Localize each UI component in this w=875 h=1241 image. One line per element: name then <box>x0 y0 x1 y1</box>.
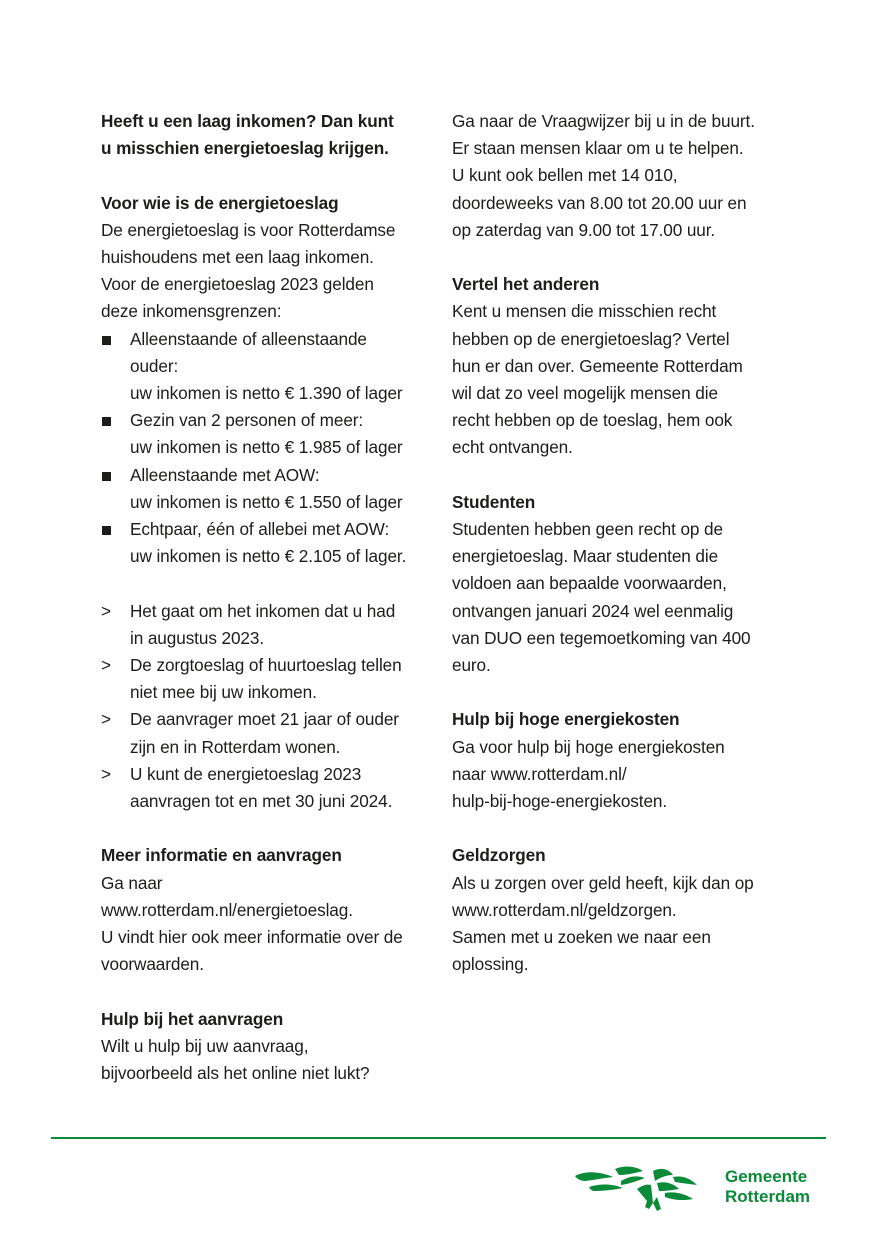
money-line: oplossing. <box>452 954 529 975</box>
vraagwijzer-line: doordeweeks van 8.00 tot 20.00 uur en <box>452 192 747 213</box>
students-line: euro. <box>452 655 491 676</box>
logo-line-rotterdam: Rotterdam <box>725 1187 811 1206</box>
money-line: Als u zorgen over geld heeft, kijk dan op <box>452 872 754 893</box>
gemeente-rotterdam-logo <box>573 1163 833 1215</box>
tell-others-line: Kent u mensen die misschien recht <box>452 301 717 322</box>
square-bullet-icon <box>102 417 111 426</box>
chevron-right-icon: > <box>101 600 111 621</box>
chevron-right-icon: > <box>101 655 111 676</box>
list-item: Alleenstaande of alleenstaande ouder: uw inkomen is netto € 1.390 of lager <box>101 326 433 408</box>
tell-others-line: wil dat zo veel mogelijk mensen die <box>452 383 718 404</box>
chevron-right-icon: > <box>101 709 111 730</box>
list-item: > De aanvrager moet 21 jaar of ouder zijn en in Rotterdam wonen. <box>101 706 433 760</box>
chevron-right-icon: > <box>101 763 111 784</box>
rotterdam-lion-emblem-icon <box>573 1163 713 1215</box>
tell-others-line: hebben op de energietoeslag? Vertel <box>452 328 730 349</box>
tell-others-line: hun er dan over. Gemeente Rotterdam <box>452 355 743 376</box>
students-line: van DUO een tegemoetkoming van 400 <box>452 627 751 648</box>
tell-others-heading: Vertel het anderen <box>452 274 600 295</box>
who-text-line: huishoudens met een laag inkomen. <box>101 247 374 267</box>
students-line: energietoeslag. Maar studenten die <box>452 546 719 567</box>
more-info-line: voorwaarden. <box>101 954 204 975</box>
list-item: Gezin van 2 personen of meer: uw inkomen is netto € 1.985 of lager <box>101 407 433 461</box>
help-apply-line: bijvoorbeeld als het online niet lukt? <box>101 1063 370 1084</box>
logo-wordmark <box>725 1167 810 1207</box>
list-item: Alleenstaande met AOW: uw inkomen is netto € 1.550 of lager <box>101 462 433 516</box>
intro-line-2: u misschien energietoeslag krijgen. <box>101 138 389 159</box>
money-heading: Geldzorgen <box>452 845 546 866</box>
income-limits-list <box>101 326 433 571</box>
vraagwijzer-line: U kunt ook bellen met 14 010, <box>452 165 678 186</box>
money-line: Samen met u zoeken we naar een <box>452 927 711 948</box>
more-info-line: U vindt hier ook meer informatie over de <box>101 927 403 948</box>
students-heading: Studenten <box>452 491 536 512</box>
energy-costs-link[interactable]: naar www.rotterdam.nl/ <box>452 763 627 784</box>
intro-line-1: Heeft u een laag inkomen? Dan kunt <box>101 111 394 131</box>
list-item: Echtpaar, één of allebei met AOW: uw inkomen is netto € 2.105 of lager. <box>101 516 433 570</box>
students-line: voldoen aan bepaalde voorwaarden, <box>452 573 727 594</box>
list-item: > Het gaat om het inkomen dat u had in augustus 2023. <box>101 598 433 652</box>
square-bullet-icon <box>102 526 111 535</box>
who-heading: Voor wie is de energietoeslag <box>101 192 339 213</box>
vraagwijzer-line: Ga naar de Vraagwijzer bij u in de buurt. <box>452 111 755 131</box>
vraagwijzer-line: Er staan mensen klaar om u te helpen. <box>452 138 744 159</box>
energy-costs-heading: Hulp bij hoge energiekosten <box>452 709 680 730</box>
tell-others-line: echt ontvangen. <box>452 437 573 458</box>
left-column <box>101 108 433 1087</box>
vraagwijzer-line: op zaterdag van 9.00 tot 17.00 uur. <box>452 219 716 240</box>
conditions-list <box>101 598 433 816</box>
energy-costs-link[interactable]: hulp-bij-hoge-energiekosten. <box>452 791 668 812</box>
geldzorgen-link[interactable]: www.rotterdam.nl/geldzorgen. <box>452 899 677 920</box>
more-info-heading: Meer informatie en aanvragen <box>101 845 342 866</box>
students-line: ontvangen januari 2024 wel eenmalig <box>452 600 734 621</box>
energy-costs-line: Ga voor hulp bij hoge energiekosten <box>452 736 725 757</box>
list-item: > De zorgtoeslag of huurtoeslag tellen niet mee bij uw inkomen. <box>101 652 433 706</box>
tell-others-line: recht hebben op de toeslag, hem ook <box>452 410 733 431</box>
footer-divider <box>51 1137 826 1139</box>
energietoeslag-link[interactable]: www.rotterdam.nl/energietoeslag. <box>101 899 353 920</box>
logo-line-gemeente: Gemeente <box>725 1167 808 1186</box>
list-item: > U kunt de energietoeslag 2023 aanvragen tot en met 30 juni 2024. <box>101 761 433 815</box>
square-bullet-icon <box>102 336 111 345</box>
more-info-line: Ga naar <box>101 872 163 893</box>
right-column <box>452 108 782 978</box>
help-apply-heading: Hulp bij het aanvragen <box>101 1008 284 1029</box>
who-text-line: deze inkomensgrenzen: <box>101 301 282 322</box>
students-line: Studenten hebben geen recht op de <box>452 519 723 540</box>
square-bullet-icon <box>102 472 111 481</box>
who-text-line: De energietoeslag is voor Rotterdamse <box>101 219 396 240</box>
who-text-line: Voor de energietoeslag 2023 gelden <box>101 274 374 295</box>
help-apply-line: Wilt u hulp bij uw aanvraag, <box>101 1035 309 1056</box>
